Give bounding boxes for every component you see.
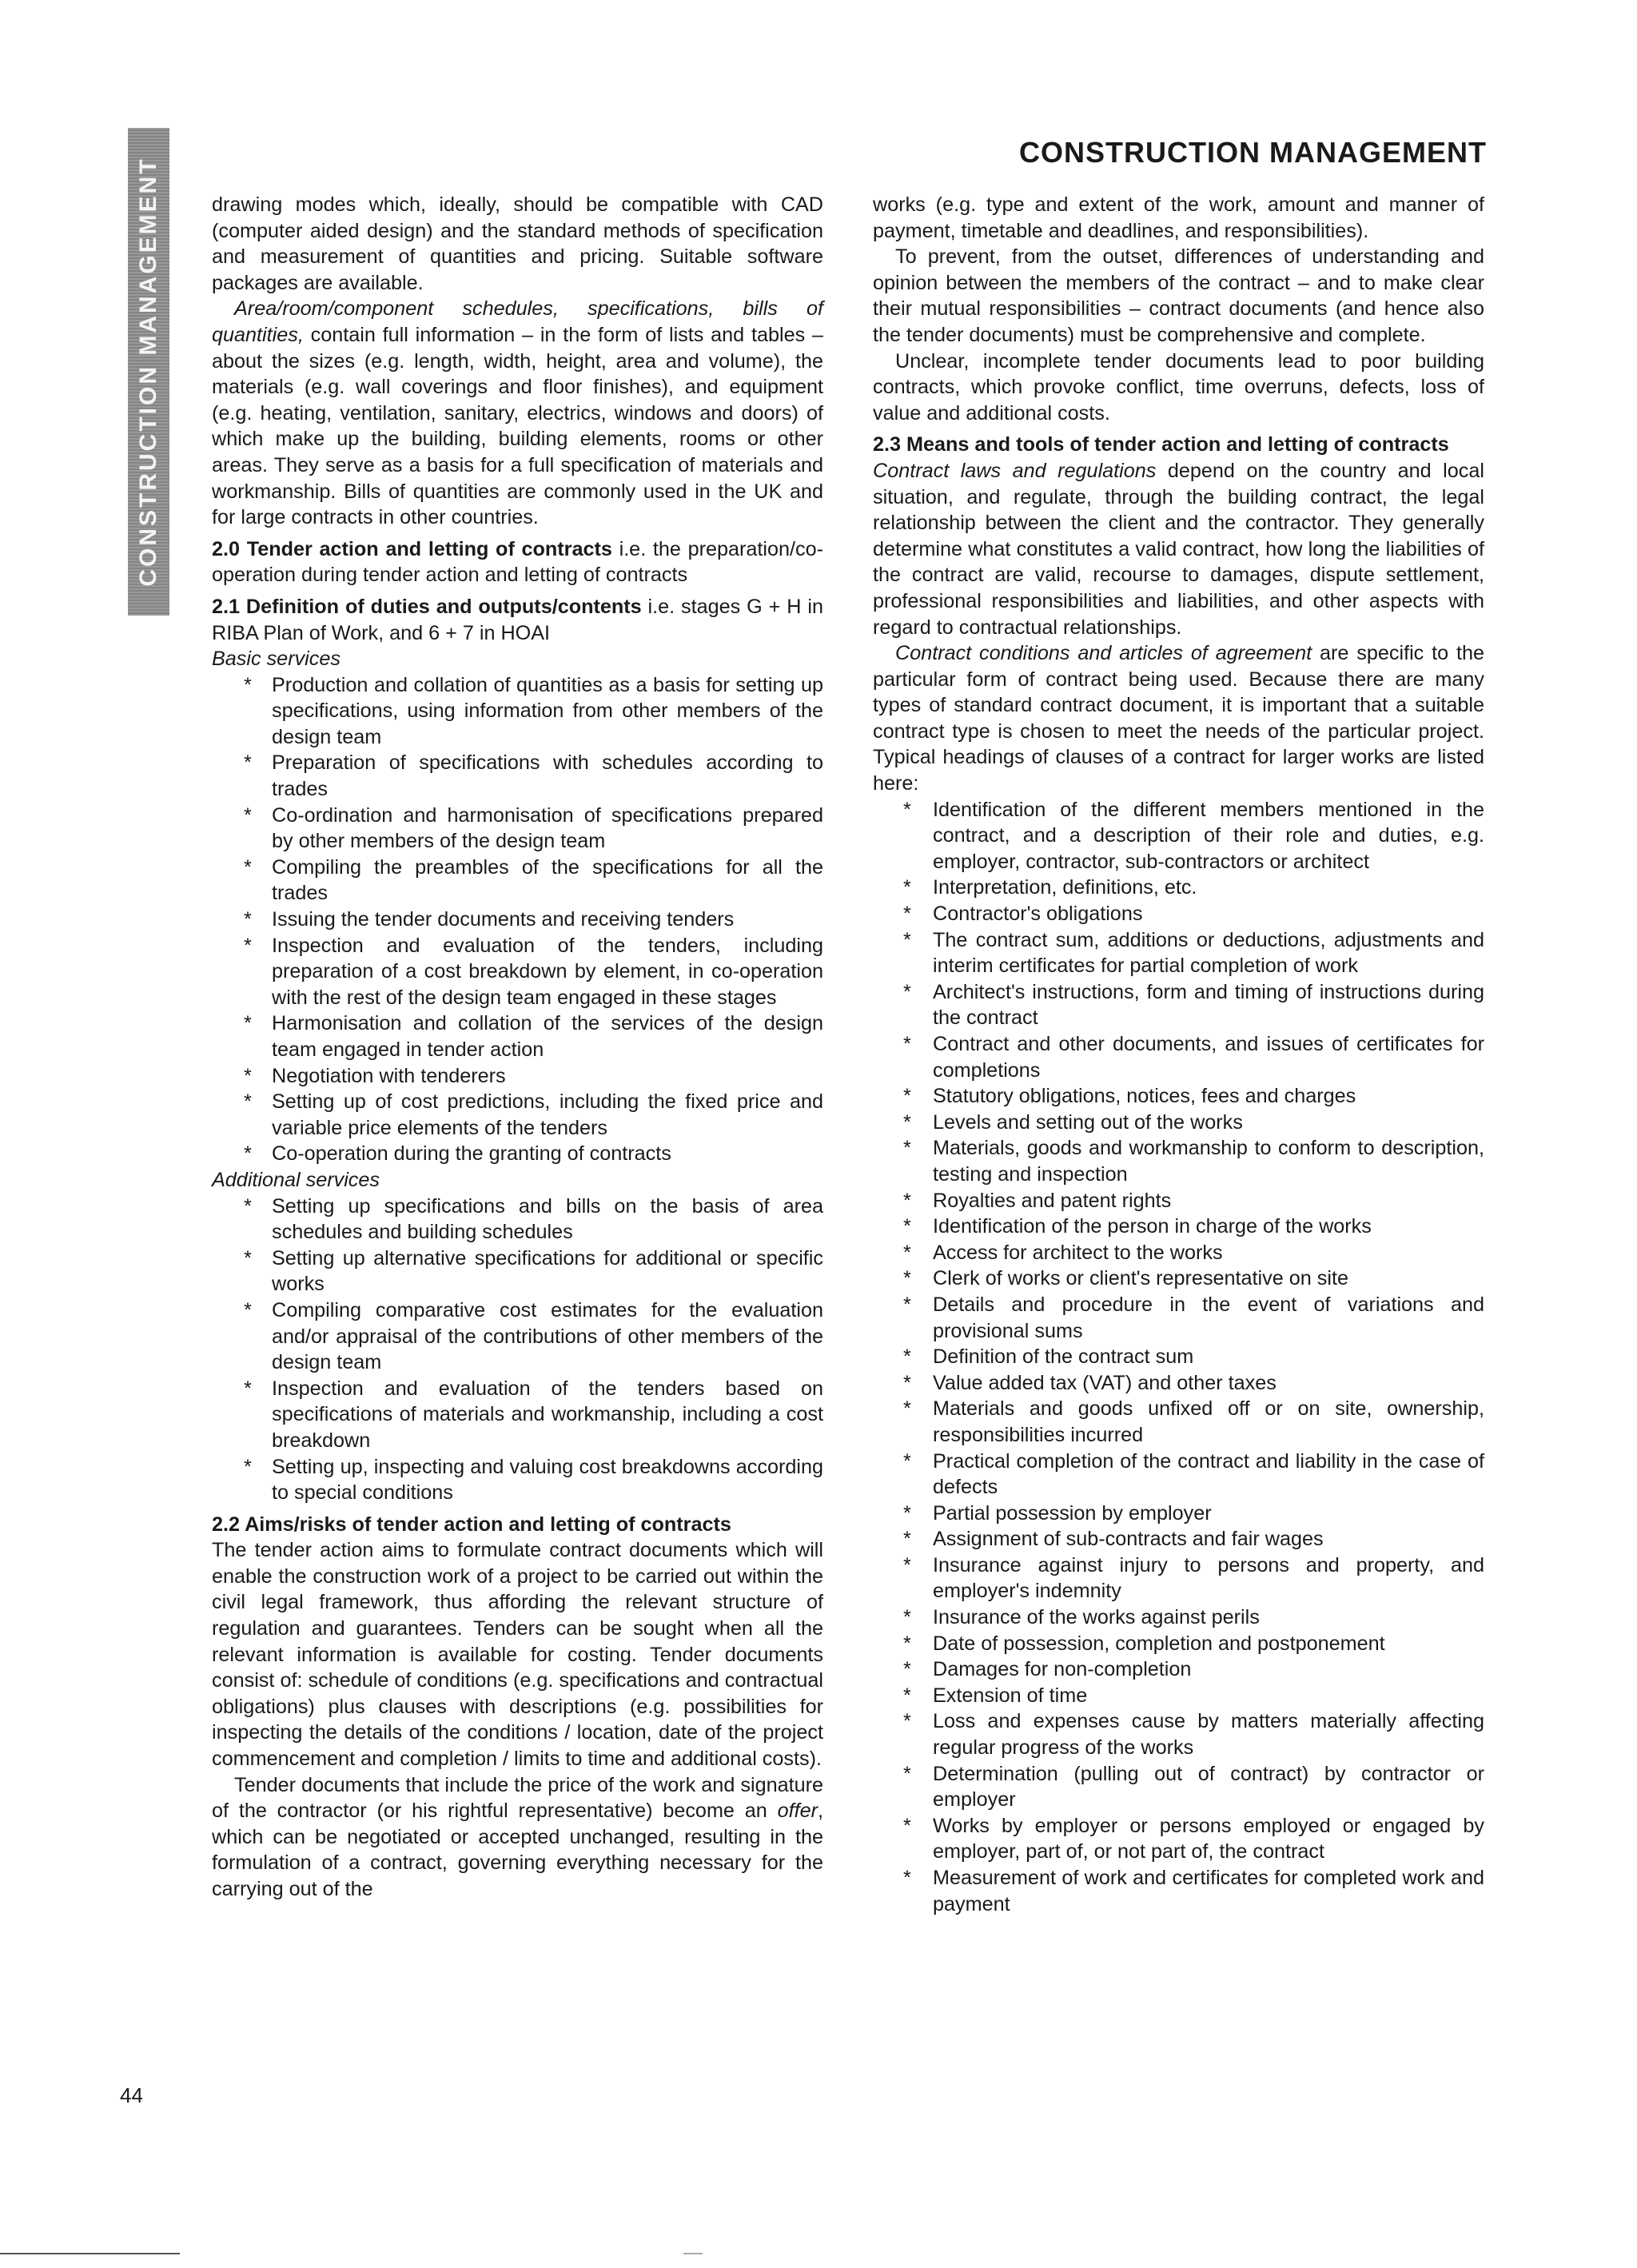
list-item: * Contractor's obligations bbox=[873, 901, 1484, 927]
list-item: * Setting up specifications and bills on the basis of area schedules and building schedules bbox=[212, 1194, 823, 1246]
list-item: * Definition of the contract sum bbox=[873, 1344, 1484, 1370]
basic-services-list bbox=[212, 672, 823, 1167]
paragraph: Unclear, incomplete tender documents lead to poor building contracts, which provoke conflict, time overruns, defects, loss of value and additional costs. bbox=[873, 349, 1484, 425]
list-item: * Levels and setting out of the works bbox=[873, 1110, 1484, 1136]
list-item: * Identification of the different members mentioned in the contract, and a description of their role and duties, e.g. employer, contractor, sub-contractors or architect bbox=[873, 797, 1484, 875]
list-item: * Date of possession, completion and postponement bbox=[873, 1631, 1484, 1657]
italic-lead: Contract laws and regulations bbox=[873, 459, 1157, 482]
paragraph bbox=[873, 640, 1484, 797]
list-item: * Production and collation of quantities as a basis for setting up specifications, using information from other members of the design team bbox=[212, 672, 823, 751]
list-item: * Identification of the person in charge of the works bbox=[873, 1214, 1484, 1240]
list-item: * Setting up alternative specifications for additional or specific works bbox=[212, 1246, 823, 1297]
list-item: * Compiling the preambles of the specifications for all the trades bbox=[212, 855, 823, 907]
list-item: * Insurance of the works against perils bbox=[873, 1604, 1484, 1631]
page-number: 44 bbox=[120, 2083, 143, 2107]
side-tab bbox=[128, 128, 169, 616]
basic-services-label: Basic services bbox=[212, 648, 341, 671]
running-header: CONSTRUCTION MANAGEMENT bbox=[1019, 136, 1487, 169]
list-item: * Assignment of sub-contracts and fair wages bbox=[873, 1526, 1484, 1553]
list-item: * Works by employer or persons employed or engaged by employer, part of, or not part of, the contract bbox=[873, 1813, 1484, 1865]
paragraph bbox=[873, 458, 1484, 640]
paragraph: To prevent, from the outset, differences of understanding and opinion between the members of the contract – and to make clear their mutual responsibilities – contract documents (and hence also the tender documents) must be comprehensive and complete. bbox=[873, 245, 1484, 346]
paragraph bbox=[212, 296, 823, 530]
section-heading-2-2: 2.2 Aims/risks of tender action and letting of contracts bbox=[212, 1513, 731, 1536]
list-item: * Extension of time bbox=[873, 1683, 1484, 1709]
list-item: * Inspection and evaluation of the tenders, including preparation of a cost breakdown by element, in co-operation with the rest of the design team engaged in these stages bbox=[212, 933, 823, 1011]
paragraph-text: are specific to the particular form of contract being used. Because there are many types of standard contract document, it is important that a suitable contract type is chosen to meet the needs of the particular project. Typical headings of clauses of a contract for larger works are listed here: bbox=[873, 642, 1484, 795]
left-column bbox=[212, 192, 823, 1903]
list-item: * Compiling comparative cost estimates for the evaluation and/or appraisal of the contributions of other members of the design team bbox=[212, 1297, 823, 1376]
list-item: * Materials and goods unfixed off or on site, ownership, responsibilities incurred bbox=[873, 1396, 1484, 1448]
right-column bbox=[873, 192, 1484, 1917]
heading-note: i.e. the preparation/co-operation during tender action and letting of contracts bbox=[212, 537, 823, 587]
list-item: * Damages for non-completion bbox=[873, 1656, 1484, 1683]
italic-term: offer bbox=[777, 1800, 818, 1823]
italic-lead: Contract conditions and articles of agreement bbox=[895, 642, 1312, 665]
paragraph bbox=[212, 1772, 823, 1903]
paragraph: drawing modes which, ideally, should be compatible with CAD (computer aided design) and the standard methods of specification and measurement of quantities and pricing. Suitable software packages are available. bbox=[212, 193, 823, 294]
list-item: * Architect's instructions, form and timing of instructions during the contract bbox=[873, 979, 1484, 1031]
paragraph-text: , which can be negotiated or accepted unchanged, resulting in the formulation of a contract, governing everything necessary for the carrying out of the bbox=[212, 1800, 823, 1900]
paragraph-text: contain full information – in the form of lists and tables – about the sizes (e.g. length, width, height, area and volume), the materials (e.g. wall coverings and floor finishes), and equipment (e.g. heating, ventilation, sanitary, electrics, windows and doors) of which make up the building, building elements, rooms or other areas. They serve as a basis for a full specification of materials and workmanship. Bills of quantities are commonly used in the UK and for large contracts in other countries. bbox=[212, 323, 823, 529]
side-tab-label: CONSTRUCTION MANAGEMENT bbox=[135, 157, 161, 587]
list-item: * Preparation of specifications with schedules according to trades bbox=[212, 750, 823, 802]
additional-services-list bbox=[212, 1194, 823, 1506]
list-item: * Loss and expenses cause by matters materially affecting regular progress of the works bbox=[873, 1708, 1484, 1760]
list-item: * Issuing the tender documents and receiving tenders bbox=[212, 907, 823, 933]
list-item: * Setting up of cost predictions, including the fixed price and variable price elements of the tenders bbox=[212, 1089, 823, 1141]
list-item: * Interpretation, definitions, etc. bbox=[873, 875, 1484, 901]
section-heading-2-0 bbox=[212, 536, 823, 588]
footer-mark bbox=[683, 2253, 703, 2254]
list-item: * Royalties and patent rights bbox=[873, 1188, 1484, 1214]
paragraph-text: depend on the country and local situation, and regulate, through the building contract, the legal relationship between the client and the contractor. They generally determine what constitutes a valid contract, how long the liabilities of the contract are valid, recourse to damages, dispute settlement, professional responsibilities and liabilities, and other aspects with regard to contractual relationships. bbox=[873, 459, 1484, 639]
list-item: * Insurance against injury to persons and property, and employer's indemnity bbox=[873, 1553, 1484, 1604]
list-item: * The contract sum, additions or deductions, adjustments and interim certificates for partial completion of work bbox=[873, 927, 1484, 979]
paragraph-text: Tender documents that include the price of the work and signature of the contractor (or his rightful representative) become an bbox=[212, 1773, 823, 1823]
heading-text: 2.1 Definition of duties and outputs/contents bbox=[212, 595, 642, 618]
heading-note: i.e. stages G + H in RIBA Plan of Work, and 6 + 7 in HOAI bbox=[212, 595, 823, 644]
list-item: * Details and procedure in the event of variations and provisional sums bbox=[873, 1292, 1484, 1344]
list-item: * Access for architect to the works bbox=[873, 1240, 1484, 1266]
list-item: * Partial possession by employer bbox=[873, 1501, 1484, 1527]
paragraph: The tender action aims to formulate contract documents which will enable the construction work of a project to be carried out within the civil legal framework, thus affording the relevant structure of regulation and guarantees. Tenders can be sought when all the relevant information is available for costing. Tender documents consist of: schedule of conditions (e.g. specifications and contractual obligations) plus clauses with descriptions (e.g. possibilities for inspecting the details of the conditions / location, date of the project commencement and completion / limits to time and additional costs). bbox=[212, 1539, 823, 1771]
list-item: * Co-operation during the granting of contracts bbox=[212, 1141, 823, 1167]
list-item: * Statutory obligations, notices, fees and charges bbox=[873, 1083, 1484, 1110]
list-item: * Materials, goods and workmanship to conform to description, testing and inspection bbox=[873, 1135, 1484, 1187]
list-item: * Clerk of works or client's representative on site bbox=[873, 1266, 1484, 1292]
list-item: * Value added tax (VAT) and other taxes bbox=[873, 1370, 1484, 1397]
list-item: * Inspection and evaluation of the tenders based on specifications of materials and workmanship, including a cost breakdown bbox=[212, 1376, 823, 1454]
list-item: * Co-ordination and harmonisation of specifications prepared by other members of the design team bbox=[212, 803, 823, 855]
paragraph: works (e.g. type and extent of the work, amount and manner of payment, timetable and deadlines, and responsibilities). bbox=[873, 193, 1484, 242]
list-item: * Measurement of work and certificates for completed work and payment bbox=[873, 1865, 1484, 1917]
list-item: * Harmonisation and collation of the services of the design team engaged in tender action bbox=[212, 1010, 823, 1062]
section-heading-2-3: 2.3 Means and tools of tender action and letting of contracts bbox=[873, 433, 1449, 456]
contract-clauses-list bbox=[873, 797, 1484, 1918]
list-item: * Setting up, inspecting and valuing cost breakdowns according to special conditions bbox=[212, 1454, 823, 1506]
list-item: * Contract and other documents, and issues of certificates for completions bbox=[873, 1031, 1484, 1083]
italic-lead: Area/room/component schedules, specifications, bills of quantities, bbox=[212, 297, 823, 346]
additional-services-label: Additional services bbox=[212, 1168, 380, 1191]
heading-text: 2.0 Tender action and letting of contracts bbox=[212, 537, 612, 560]
section-heading-2-1 bbox=[212, 594, 823, 646]
list-item: * Practical completion of the contract and liability in the case of defects bbox=[873, 1449, 1484, 1501]
footer-rule bbox=[0, 2253, 180, 2254]
list-item: * Negotiation with tenderers bbox=[212, 1063, 823, 1090]
list-item: * Determination (pulling out of contract) by contractor or employer bbox=[873, 1761, 1484, 1813]
